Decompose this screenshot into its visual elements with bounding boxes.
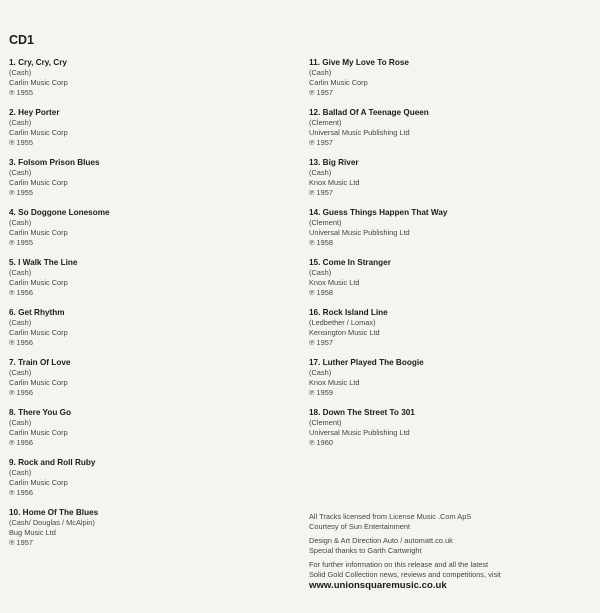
track-writer: (Clement) (309, 218, 342, 227)
track-publisher: Kensington Music Ltd (309, 328, 380, 337)
track-year: ℗ 1956 (9, 388, 33, 397)
track-item (309, 308, 589, 358)
track-publisher: Carlin Music Corp (9, 128, 68, 137)
track-year: ℗ 1959 (309, 388, 333, 397)
track-title: 4. So Doggone Lonesome (9, 208, 110, 217)
courtesy-line: Courtesy of Sun Entertainment (309, 521, 411, 531)
track-title: 12. Ballad Of A Teenage Queen (309, 108, 429, 117)
track-item (309, 208, 589, 258)
track-year: ℗ 1955 (9, 188, 33, 197)
track-writer: (Cash) (9, 268, 32, 277)
track-publisher: Carlin Music Corp (9, 178, 68, 187)
track-year: ℗ 1957 (309, 138, 333, 147)
track-item (9, 458, 289, 508)
track-writer: (Cash) (9, 168, 32, 177)
track-title: 8. There You Go (9, 408, 72, 417)
track-writer: (Cash) (9, 118, 32, 127)
track-writer: (Cash) (9, 418, 32, 427)
track-item (309, 258, 589, 308)
track-year: ℗ 1956 (9, 488, 33, 497)
track-title: 13. Big River (309, 158, 359, 167)
track-year: ℗ 1957 (309, 338, 333, 347)
track-title: 9. Rock and Roll Ruby (9, 458, 96, 467)
track-list-right (309, 58, 589, 458)
track-item (9, 208, 289, 258)
track-publisher: Carlin Music Corp (9, 428, 68, 437)
track-year: ℗ 1955 (9, 238, 33, 247)
track-item (309, 108, 589, 158)
track-writer: (Cash) (9, 468, 32, 477)
track-title: 15. Come In Stranger (309, 258, 391, 267)
track-item (9, 408, 289, 458)
track-publisher: Carlin Music Corp (9, 278, 68, 287)
track-title: 11. Give My Love To Rose (309, 58, 409, 67)
credits-footer (309, 512, 594, 592)
track-title: 17. Luther Played The Boogie (309, 358, 424, 367)
track-publisher: Knox Music Ltd (309, 278, 360, 287)
info-line: Solid Gold Collection news, reviews and competitions, visit (309, 569, 501, 579)
track-publisher: Carlin Music Corp (9, 378, 68, 387)
track-title: 7. Train Of Love (9, 358, 71, 367)
track-publisher: Knox Music Ltd (309, 378, 360, 387)
track-item (309, 358, 589, 408)
track-item (9, 358, 289, 408)
track-writer: (Cash) (9, 368, 32, 377)
track-writer: (Cash/ Douglas / McAlpin) (9, 518, 95, 527)
disc-heading: CD1 (9, 33, 35, 47)
track-title: 10. Home Of The Blues (9, 508, 99, 517)
track-publisher: Knox Music Ltd (309, 178, 360, 187)
track-writer: (Ledbether / Lomax) (309, 318, 376, 327)
thanks-line: Special thanks to Garth Cartwright (309, 545, 422, 555)
track-publisher: Carlin Music Corp (9, 78, 68, 87)
track-writer: (Cash) (9, 218, 32, 227)
track-writer: (Clement) (309, 418, 342, 427)
track-year: ℗ 1958 (309, 238, 333, 247)
track-year: ℗ 1957 (309, 88, 333, 97)
track-writer: (Clement) (309, 118, 342, 127)
track-year: ℗ 1958 (309, 288, 333, 297)
track-item (9, 308, 289, 358)
track-title: 2. Hey Porter (9, 108, 60, 117)
track-title: 14. Guess Things Happen That Way (309, 208, 448, 217)
track-writer: (Cash) (9, 318, 32, 327)
track-year: ℗ 1955 (9, 88, 33, 97)
track-year: ℗ 1960 (309, 438, 333, 447)
track-year: ℗ 1957 (309, 188, 333, 197)
track-year: ℗ 1956 (9, 288, 33, 297)
track-year: ℗ 1955 (9, 138, 33, 147)
track-title: 5. I Walk The Line (9, 258, 78, 267)
track-item (9, 158, 289, 208)
track-publisher: Carlin Music Corp (309, 78, 368, 87)
track-item (309, 408, 589, 458)
track-title: 16. Rock Island Line (309, 308, 388, 317)
track-year: ℗ 1956 (9, 438, 33, 447)
track-title: 18. Down The Street To 301 (309, 408, 415, 417)
track-item (309, 58, 589, 108)
track-publisher: Universal Music Publishing Ltd (309, 228, 410, 237)
track-publisher: Carlin Music Corp (9, 478, 68, 487)
track-publisher: Carlin Music Corp (9, 228, 68, 237)
track-title: 3. Folsom Prison Blues (9, 158, 100, 167)
track-publisher: Universal Music Publishing Ltd (309, 128, 410, 137)
track-item (309, 158, 589, 208)
track-title: 1. Cry, Cry, Cry (9, 58, 67, 67)
track-year: ℗ 1957 (9, 538, 33, 547)
track-publisher: Bug Music Ltd (9, 528, 56, 537)
track-writer: (Cash) (309, 68, 332, 77)
track-writer: (Cash) (309, 368, 332, 377)
website-link[interactable]: www.unionsquaremusic.co.uk (309, 580, 447, 591)
track-item (9, 108, 289, 158)
track-publisher: Universal Music Publishing Ltd (309, 428, 410, 437)
track-writer: (Cash) (309, 268, 332, 277)
track-item (9, 508, 289, 558)
track-year: ℗ 1956 (9, 338, 33, 347)
track-list-left (9, 58, 289, 558)
track-writer: (Cash) (9, 68, 32, 77)
design-credit-line: Design & Art Direction Auto / automatt.co.uk (309, 536, 453, 545)
track-writer: (Cash) (309, 168, 332, 177)
track-title: 6. Get Rhythm (9, 308, 65, 317)
track-publisher: Carlin Music Corp (9, 328, 68, 337)
info-line: For further information on this release and all the latest (309, 560, 489, 569)
track-item (9, 58, 289, 108)
license-line: All Tracks licensed from License Music .Com ApS (309, 512, 472, 521)
track-item (9, 258, 289, 308)
